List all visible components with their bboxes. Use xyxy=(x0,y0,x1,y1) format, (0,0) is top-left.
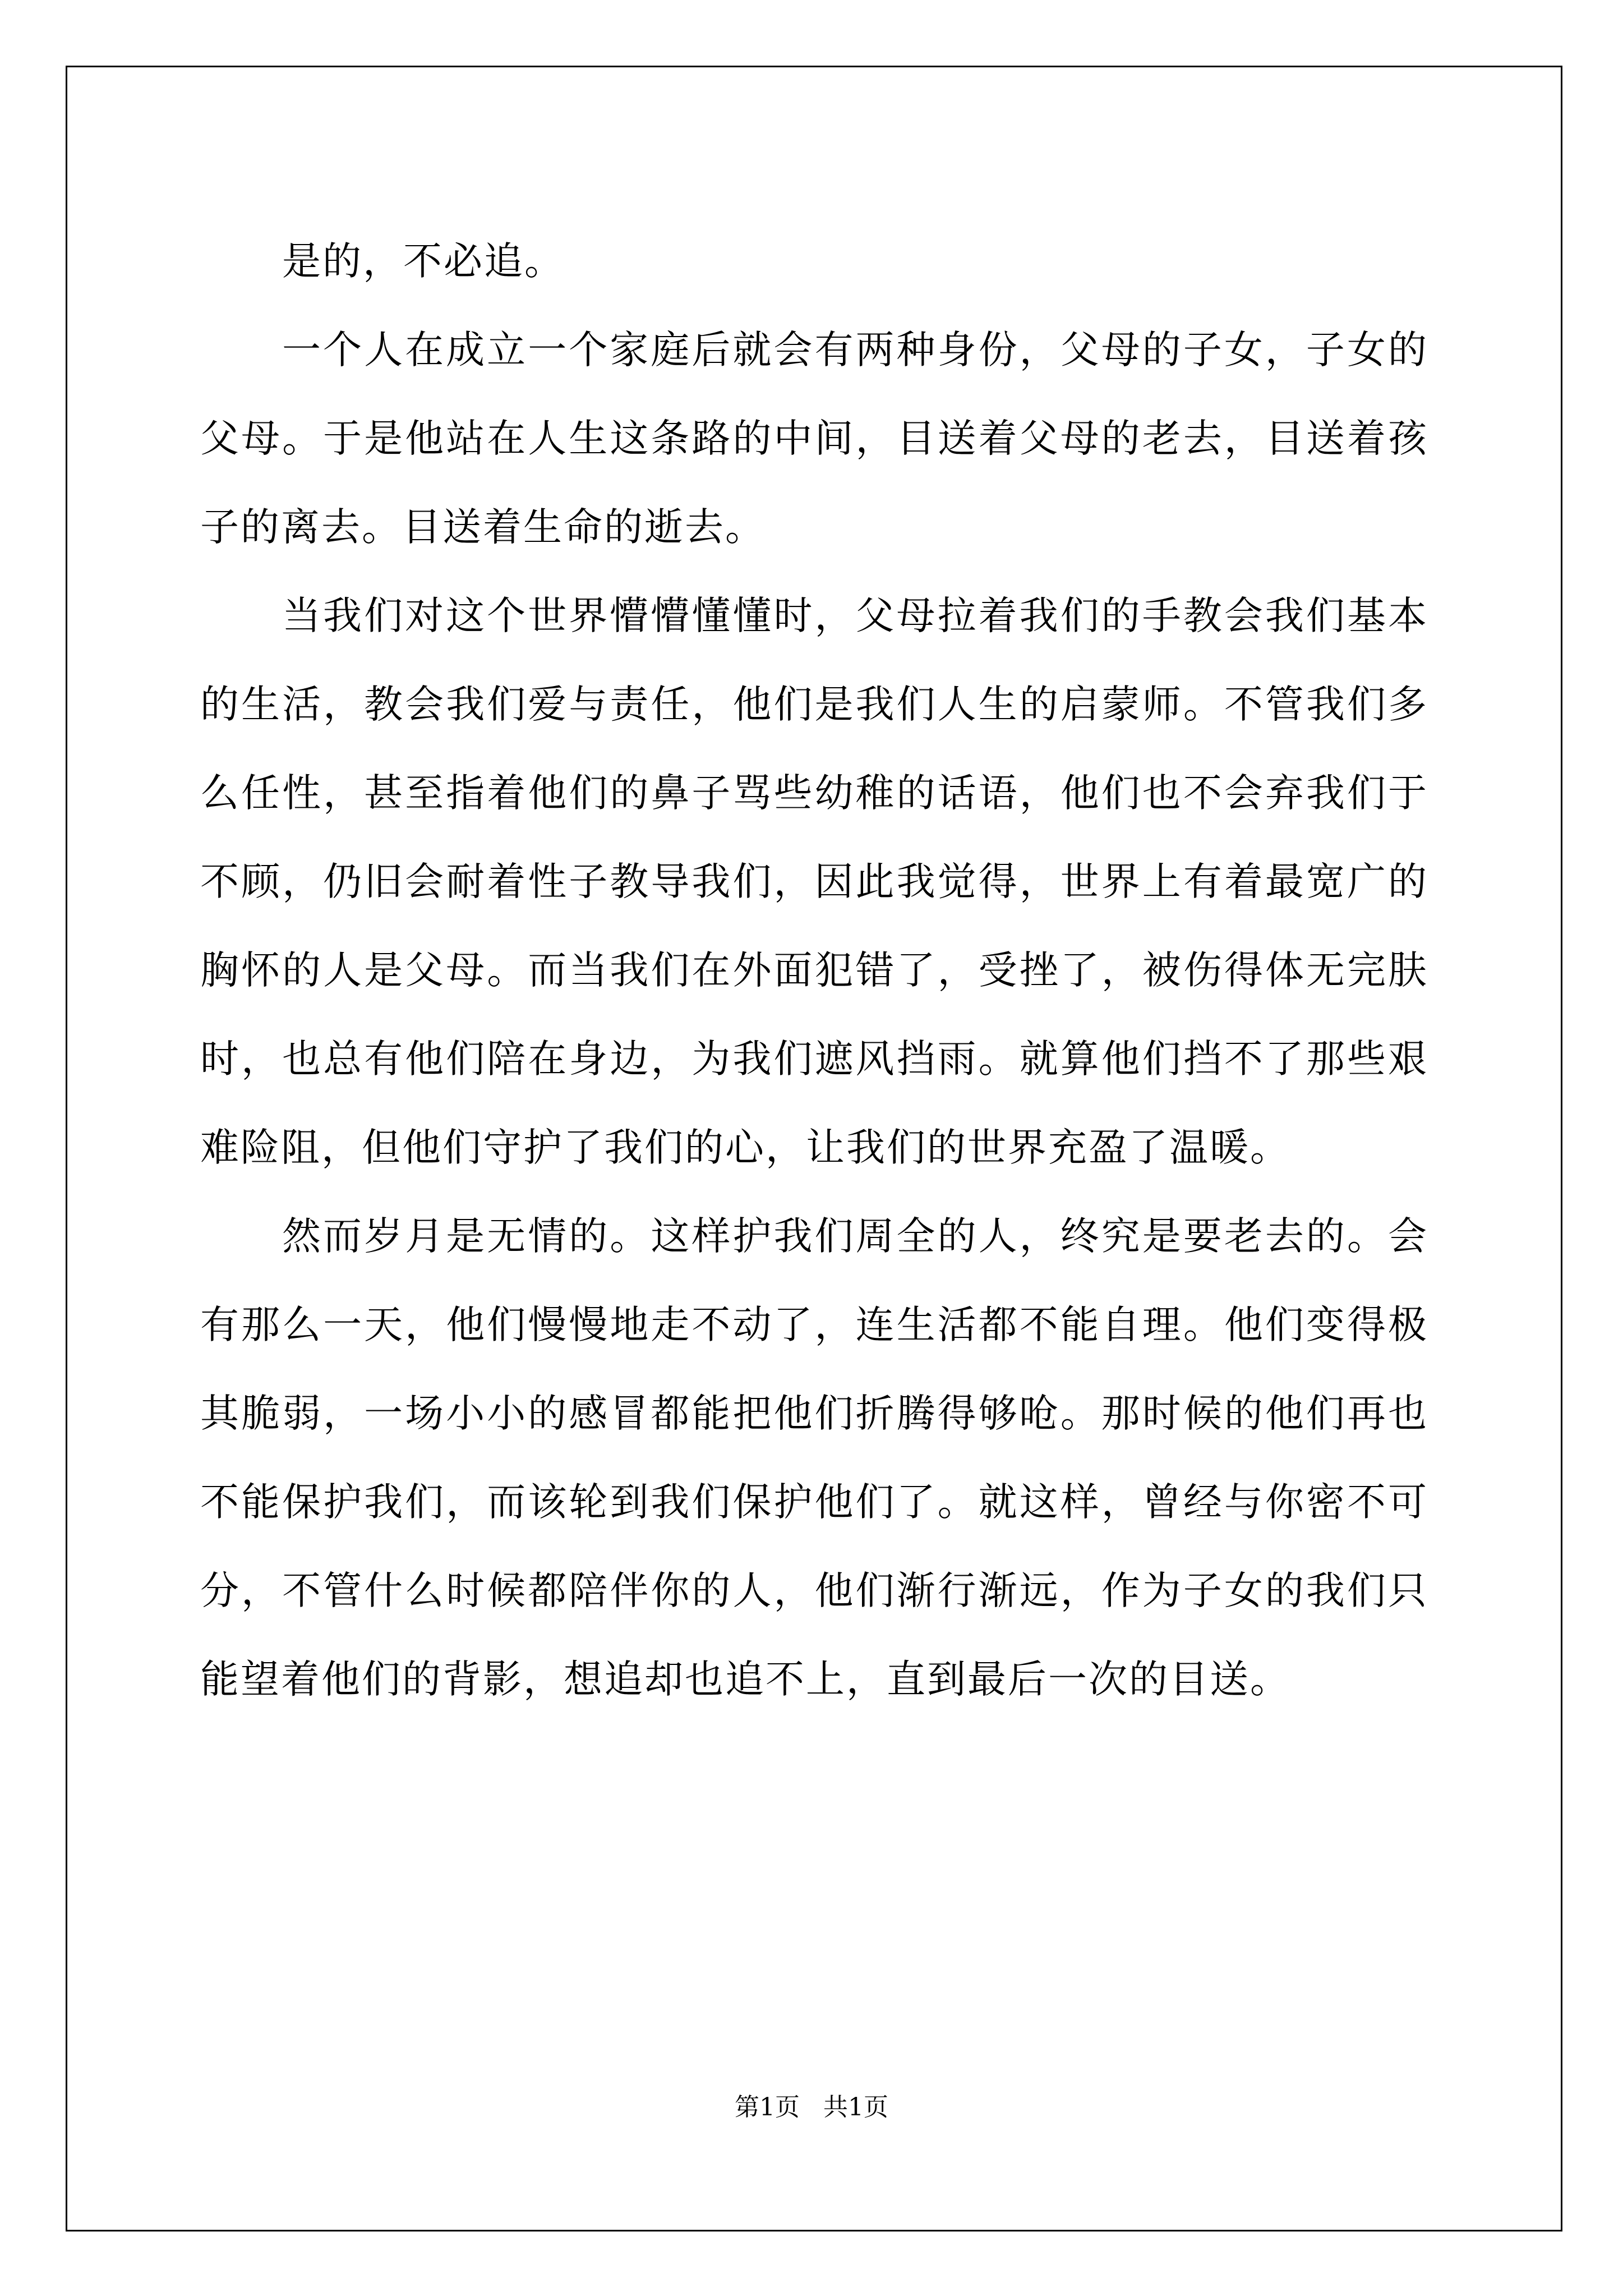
paragraph-1: 是的，不必追。 xyxy=(282,239,565,284)
paragraph-4: 然而岁月是无情的。这样护我们周全的人，终究是要老去的。会有那么一天，他们慢慢地走不动了，连生活都不能自理。他们变得极其脆弱，一场小小的感冒都能把他们折腾得够呛。那时候的他们再也不能保护我们，而该轮到我们保护他们了。就这样，曾经与你密不可分，不管什么时候都陪伴你的人，他们渐行渐远，作为子女的我们只能望着他们的背影，想追却也追不上，直到最后一次的目送。 xyxy=(200,1214,1428,1702)
page-number-footer: 第1页 共1页 xyxy=(735,2093,888,2122)
paragraph-3: 当我们对这个世界懵懵懂懂时，父母拉着我们的手教会我们基本的生活，教会我们爱与责任，他们是我们人生的启蒙师。不管我们多么任性，甚至指着他们的鼻子骂些幼稚的话语，他们也不会弃我们于不顾，仍旧会耐着性子教导我们，因此我觉得，世界上有着最宽广的胸怀的人是父母。而当我们在外面犯错了，受挫了，被伤得体无完肤时，也总有他们陪在身边，为我们遮风挡雨。就算他们挡不了那些艰难险阻，但他们守护了我们的心，让我们的世界充盈了温暖。 xyxy=(200,593,1428,1170)
paragraph-2: 一个人在成立一个家庭后就会有两种身份，父母的子女，子女的父母。于是他站在人生这条路的中间，目送着父母的老去，目送着孩子的离去。目送着生命的逝去。 xyxy=(200,328,1428,550)
document-body xyxy=(200,217,1428,1724)
